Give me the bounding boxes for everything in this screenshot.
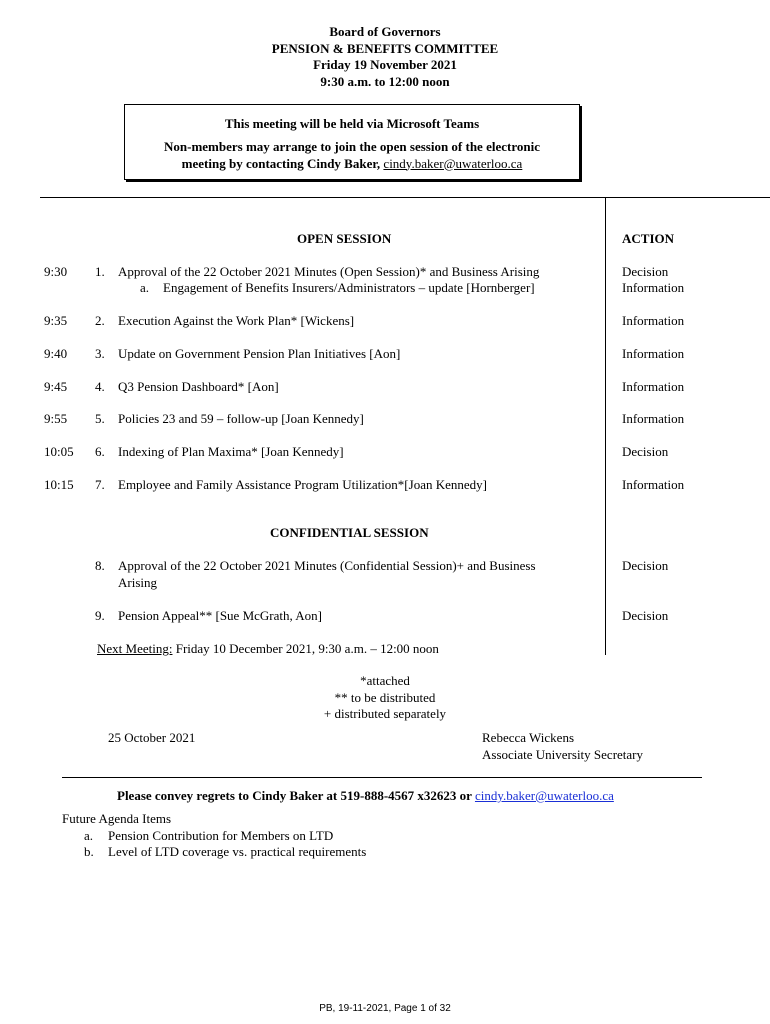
agenda-time: 9:55 <box>44 411 68 426</box>
agenda-action: Information <box>622 313 685 328</box>
agenda-item-text: Indexing of Plan Maxima* [Joan Kennedy] <box>118 444 344 459</box>
agenda-item-text-line1: Approval of the 22 October 2021 Minutes (Confidential Session)+ and Business <box>118 558 536 573</box>
future-agenda-heading: Future Agenda Items <box>62 811 172 826</box>
signatory-name: Rebecca Wickens <box>482 730 574 745</box>
legend-attached: *attached <box>360 673 410 688</box>
agenda-action: Decision <box>622 444 669 459</box>
agenda-item-text: Q3 Pension Dashboard* [Aon] <box>118 379 279 394</box>
agenda-number: 7. <box>95 477 105 492</box>
agenda-time: 9:45 <box>44 379 68 394</box>
regrets-email-link[interactable]: cindy.baker@uwaterloo.ca <box>474 788 614 803</box>
notice-line2: Non-members may arrange to join the open session of the electronic <box>164 139 540 154</box>
meeting-notice-box <box>124 104 580 180</box>
open-session-heading: OPEN SESSION <box>297 231 392 246</box>
notice-teams-line: This meeting will be held via Microsoft Teams <box>224 116 480 131</box>
list-item <box>62 828 366 845</box>
notice-line3 <box>125 156 579 173</box>
next-meeting-text: Friday 10 December 2021, 9:30 a.m. – 12:00 noon <box>172 641 439 656</box>
agenda-item-text: Policies 23 and 59 – follow-up [Joan Kennedy] <box>118 411 364 426</box>
regrets-line <box>117 788 614 804</box>
signature-block <box>482 730 643 763</box>
legend-to-be-distributed: ** to be distributed <box>334 689 436 705</box>
agenda-action: Decision <box>622 558 669 573</box>
future-agenda <box>62 811 366 861</box>
agenda-time: 10:15 <box>44 477 74 492</box>
document-header <box>0 24 770 90</box>
notice-join-text <box>125 139 579 172</box>
agenda-item-text-line2: Arising <box>118 574 157 590</box>
agenda-subitem-text: Engagement of Benefits Insurers/Administrators – update [Hornberger] <box>163 280 535 295</box>
agenda-subitem-action: Information <box>622 280 685 295</box>
agenda-number: 4. <box>95 379 105 394</box>
agenda-action: Information <box>622 477 685 492</box>
regrets-text: Please convey regrets to Cindy Baker at 519-888-4567 x32623 or <box>117 788 475 803</box>
agenda-number: 3. <box>95 346 105 361</box>
agenda-number: 6. <box>95 444 105 459</box>
regrets-divider <box>62 777 702 778</box>
page-footer: PB, 19-11-2021, Page 1 of 32 <box>319 1003 451 1014</box>
agenda-action: Decision <box>622 264 669 279</box>
agenda-time: 9:35 <box>44 313 68 328</box>
action-column-divider <box>605 197 606 655</box>
agenda-number: 8. <box>95 558 105 573</box>
agenda-item-text: Pension Appeal** [Sue McGrath, Aon] <box>118 608 323 623</box>
agenda-time: 9:40 <box>44 346 68 361</box>
list-item-letter: a. <box>84 827 94 843</box>
confidential-session-heading: CONFIDENTIAL SESSION <box>270 525 429 540</box>
list-item-text: Level of LTD coverage vs. practical requirements <box>108 844 367 859</box>
legend-distributed-separately: + distributed separately <box>323 706 447 721</box>
agenda-item-text <box>118 558 536 591</box>
notice-line3-prefix: meeting by contacting Cindy Baker, <box>181 155 384 171</box>
issue-date: 25 October 2021 <box>108 730 196 745</box>
list-item-letter: b. <box>84 844 94 859</box>
agenda-action: Information <box>622 346 685 361</box>
agenda-number: 1. <box>95 264 105 279</box>
next-meeting-label: Next Meeting: <box>97 641 173 656</box>
agenda-item-text: Execution Against the Work Plan* [Wickens] <box>118 313 355 328</box>
agenda-item-text: Update on Government Pension Plan Initiatives [Aon] <box>118 346 401 361</box>
agenda-subitem-letter: a. <box>140 280 150 295</box>
agenda-time: 10:05 <box>44 444 74 459</box>
header-committee: PENSION & BENEFITS COMMITTEE <box>271 40 499 56</box>
next-meeting <box>97 641 439 657</box>
agenda-item-text: Employee and Family Assistance Program Utilization*[Joan Kennedy] <box>118 477 487 492</box>
list-item <box>62 844 366 861</box>
agenda-action: Information <box>622 411 685 426</box>
agenda-action: Decision <box>622 608 669 623</box>
agenda-action: Information <box>622 379 685 394</box>
agenda-number: 2. <box>95 313 105 328</box>
agenda-item-text: Approval of the 22 October 2021 Minutes (Open Session)* and Business Arising <box>118 264 540 279</box>
list-item-text: Pension Contribution for Members on LTD <box>108 827 334 843</box>
signatory-title: Associate University Secretary <box>482 746 644 762</box>
action-heading: ACTION <box>622 231 675 246</box>
header-org: Board of Governors <box>329 24 441 39</box>
notice-email-link[interactable]: cindy.baker@uwaterloo.ca <box>383 155 523 171</box>
header-time: 9:30 a.m. to 12:00 noon <box>320 73 450 89</box>
agenda-number: 5. <box>95 411 105 426</box>
header-date: Friday 19 November 2021 <box>313 57 457 72</box>
agenda-time: 9:30 <box>44 264 68 279</box>
attachment-legend <box>0 673 770 723</box>
table-top-border <box>40 197 770 198</box>
agenda-number: 9. <box>95 608 105 623</box>
